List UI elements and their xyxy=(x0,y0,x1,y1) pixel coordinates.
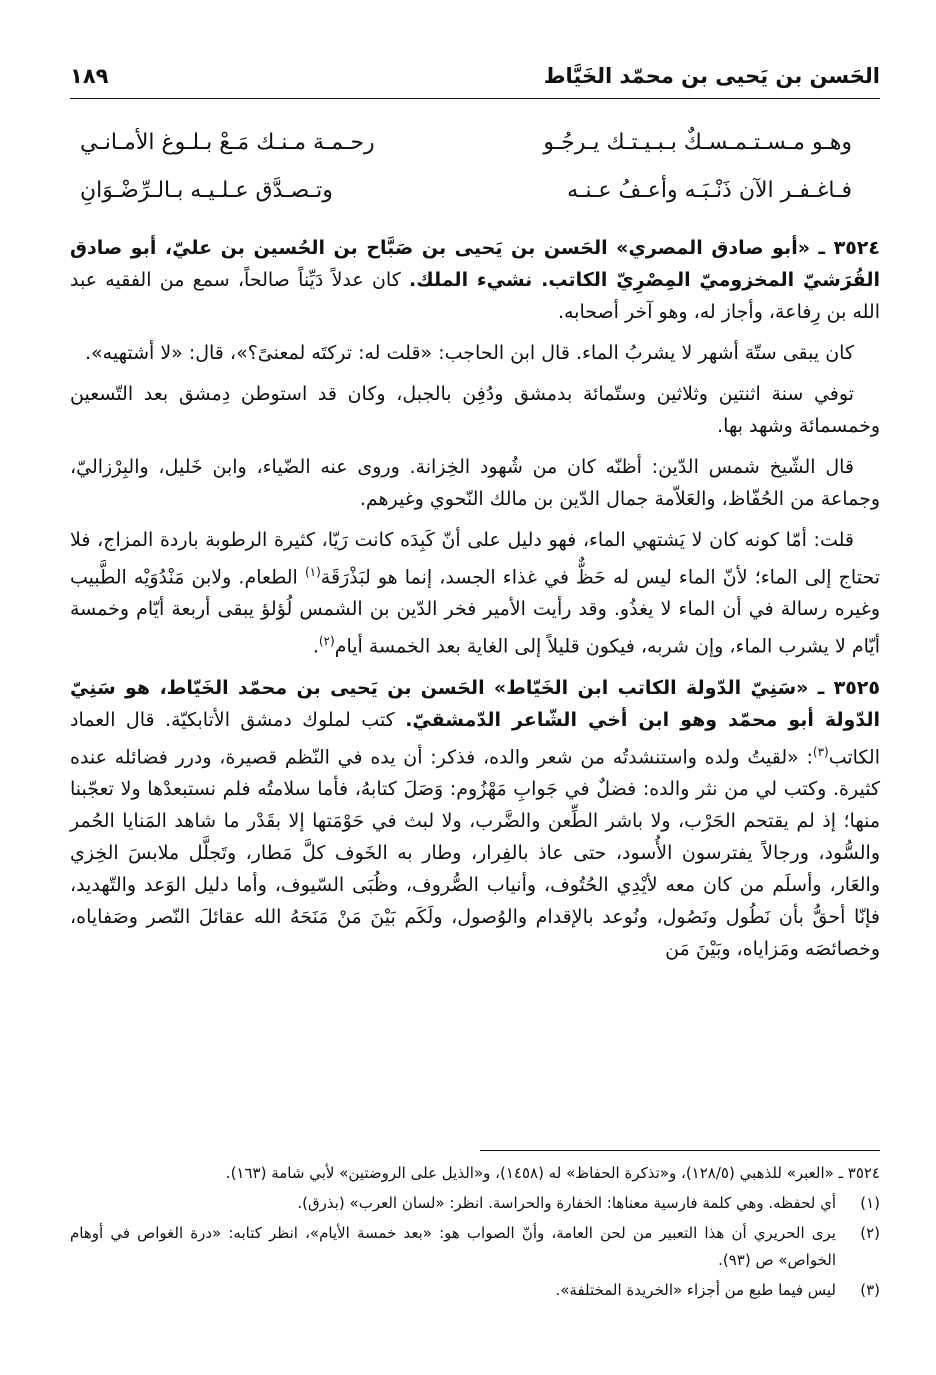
paragraph-text: قلت: أمّا كونه كان لا يَشتهي الماء، فهو دليل على أنّ كَبِدَه كانت رَيّا، كثيرة الرطوبة باردة المزاج، فلا تحتاج إلى الماء؛ لأنّ الماء ليس له حَظٌّ في غذاء الجسد، إنما هو لبَذْرَقَة xyxy=(70,529,880,589)
paragraph-qultu xyxy=(70,524,880,663)
footnote-text: يرى الحريري أن هذا التعبير من لحن العامة، وأنّ الصواب هو: «بعد خمسة الأيام»، انظر كتابه: «درة الغواص في أوهام الخواص» ص (٩٣). xyxy=(70,1224,836,1269)
running-header xyxy=(70,60,880,94)
footnote-rule xyxy=(480,1150,880,1151)
main-text xyxy=(70,232,880,974)
entry-text: كتب لملوك دمشق الأتابكيّة. قال العماد الكاتب xyxy=(70,708,880,768)
header-rule xyxy=(70,98,880,99)
page-number: ١٨٩ xyxy=(70,64,109,88)
footnote-number: (١) xyxy=(860,1194,880,1212)
footnote-ref: (٣) xyxy=(812,744,829,759)
paragraph: توفي سنة اثنتين وثلاثين وستّمائة بدمشق ودُفِن بالجبل، وكان قد استوطن دِمشق بعد التّسعين وخمسمائة وشهد بها. xyxy=(70,383,880,437)
entry-3524 xyxy=(70,232,880,328)
footnote xyxy=(70,1277,880,1304)
source-note: ٣٥٢٤ ـ «العبر» للذهبي (١٢٨/٥)، و«تذكرة الحفاظ» له (١٤٥٨)، و«الذيل على الروضتين» لأبي شامة (١٦٣). xyxy=(225,1164,880,1182)
entry-text: كان عدلاً دَيِّناً صالحاً، سمع من الفقيه عبد الله بن رِفاعة، وأجاز له، وهو آخر أصحابه. xyxy=(70,269,880,323)
entry-heading: ٣٥٢٤ ـ «أبو صادق المصري» الحَسن بن يَحيى بن صَبَّاح بن الحُسين بن عليّ، أبو صادق القُرَشيّ المخزوميّ المِصْرِيّ الكاتب. نشيء الملك. xyxy=(70,237,880,291)
hemistich-first: وهـو مـسـتـمـسـكٌ بـبـيـتـك يـرجُـو xyxy=(543,130,852,155)
paragraph: قال الشّيخ شمس الدّين: أظنّه كان من شُهود الخِزانة. وروى عنه الضّياء، وابن خَليل، والبِرْزاليّ، وجماعة من الحُفّاظ، والعَلاّمة جمال الدّين بن مالك النّحوي وغيرهم. xyxy=(70,456,880,510)
footnote-number: (٣) xyxy=(860,1281,880,1299)
footnote-text: أي لحفظه. وهي كلمة فارسية معناها: الخفارة والحراسة. انظر: «لسان العرب» (بذرق). xyxy=(297,1194,836,1212)
hemistich-first: فـاغـفـر الآن ذَنْـبَـه وأعـفُ عـنـه xyxy=(567,178,852,203)
footnote-ref: (١) xyxy=(304,565,321,579)
footnote-ref: (٢) xyxy=(318,634,335,649)
entry-heading: ٣٥٢٥ ـ «سَنِيّ الدّولة الكاتب ابن الخَيّاط» الحَسن بن يَحيى بن محمّد الخَيّاط، هو سَنِيّ الدّولة أبو محمّد وهو ابن أخي الشّاعر الدّمشقيّ. xyxy=(70,676,880,731)
running-title: الحَسن بن يَحيى بن محمّد الخَيَّاط xyxy=(543,64,880,88)
footnotes xyxy=(70,1160,880,1307)
entry-3525 xyxy=(70,672,880,965)
hemistich-second: رحـمـة مـنـك مَـعْ بـلـوغ الأمـانـي xyxy=(80,130,375,155)
footnote-text: ليس فيما طبع من أجزاء «الخريدة المختلفة». xyxy=(555,1281,836,1299)
verse-line xyxy=(80,178,852,214)
hemistich-second: وتـصـدَّق عـلـيـه بـالـرِّضْـوَانِ xyxy=(80,178,333,203)
paragraph-text: الطعام. ولابن مَنْدُوَيْه الطَّبيب وغيره رسالة في أن الماء لا يغذُو. وقد رأيت الأمير فخر الدّين بن الشمس لُؤلؤ يبقى أربعة أيّام وخمسة أيّام لا يشرب الماء، وإن شربه، فيكون قليلاً إلى الغاية بعد الخمسة أيام xyxy=(70,566,880,658)
footnote xyxy=(70,1220,880,1274)
footnote xyxy=(70,1190,880,1217)
paragraph-text: . xyxy=(312,635,319,658)
book-page xyxy=(70,60,880,1350)
verse-line xyxy=(80,130,852,166)
footnote-number: (٢) xyxy=(860,1224,880,1242)
paragraph: كان يبقى ستّة أشهر لا يشربُ الماء. قال ابن الحاجب: «قلت له: تركتَه لمعنىً؟»، قال: «لا أشتهيه». xyxy=(85,342,854,364)
entry-text: : «لقيتُ ولده واستنشدتُه من شعر والده، فذكر: أن يده في النّظم قصيرة، ودرر فضائله عنده كثيرة. وكتب لي من نثر والده: فضلٌ في جَوابِ مَهْزُوم: وَصَلَ كتابهُ، فأما سلامتُه فلم نستبعدْها ولا تعجّبنا منها؛ إذ لم يقتحم الحَرْب، ولا باشر الطِّعن والضَّرب، ولا لبث في حَوْمَتها إلا بقَدْر ما شاهد المَنايا الحُمر والسُّود، ورجالاً يفترسون الأُسود، حتى عاذ بالفِرار، وطار به الخَوف كلَّ مَطار، وتَجلَّل ملابسَ الخِزي والعَار، وأسلَم من كان معه لأيْدِي الحُتُوف، وأنياب الصُّروف، وظُبَى السّيوف، وأما دليل الوَعد والتّهديد، فإنّا أحقُّ بأن نَطُول ونَصُول، ونُوعد بالإقدام والوُصول، ولَكَم بَيْنَ مَنْ مَنَحَهُ الله عقائلَ النّصر وصَفاياه، وخصائصَه ومَزاياه، وبَيْنَ مَن xyxy=(70,745,880,960)
